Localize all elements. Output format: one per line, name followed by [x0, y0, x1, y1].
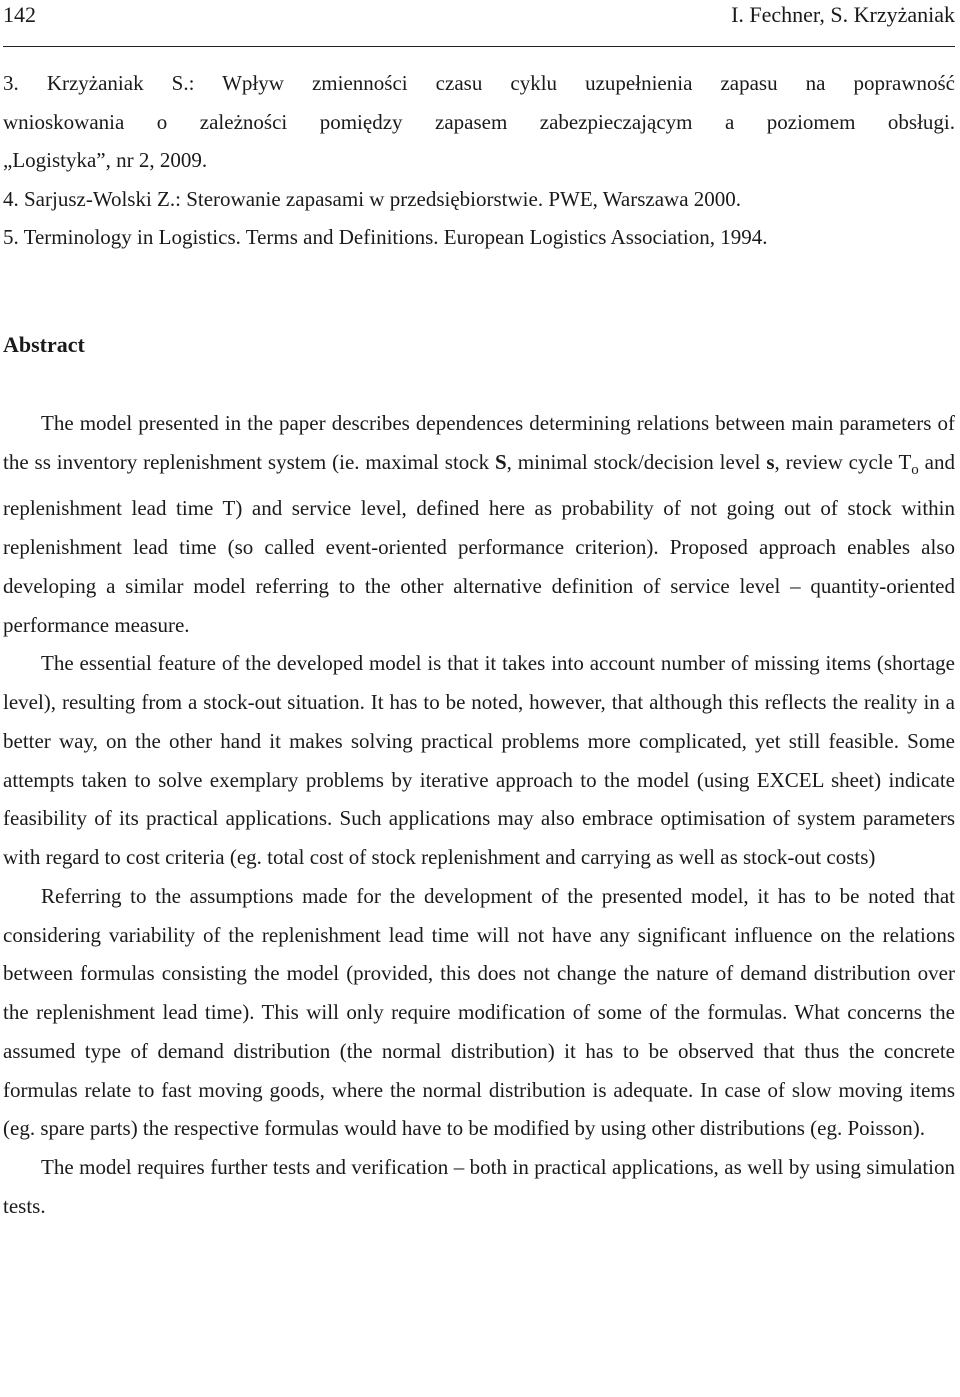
reference-5: 5. Terminology in Logistics. Terms and Definitions. European Logistics Association, 1994. — [3, 225, 768, 250]
abstract-heading: Abstract — [3, 331, 85, 357]
p1-text-a: The model presented in the paper describes dependences determining relations between main parameters of the ss inventory replenishment system (ie. maximal stock — [3, 410, 955, 474]
symbol-max-stock: S — [494, 449, 507, 474]
p1-text-d: and replenishment lead time T) and service level, defined here as probability of not going out of stock within replenishment lead time (so called event-oriented performance criterion). Proposed approach enables also developing a similar model referring to the other alternative definition of service level – quantity-oriented performance measure. — [3, 449, 955, 637]
abstract-paragraph-2: The essential feature of the developed model is that it takes into account number of missing items (shortage level), resulting from a stock-out situation. It has to be noted, however, that although this reflects the reality in a better way, on the other hand it makes solving practical problems more complicated, yet still feasible. Some attempts taken to solve exemplary problems by iterative approach to the model (using EXCEL sheet) indicate feasibility of its practical applications. Such applications may also embrace optimisation of system parameters with regard to cost criteria (eg. total cost of stock replenishment and carrying as well as stock-out costs) — [3, 651, 955, 870]
references-list — [3, 64, 955, 257]
page — [3, 0, 955, 1226]
abstract-paragraph-3: Referring to the assumptions made for the development of the presented model, it has to be noted that considering variability of the replenishment lead time will not have any significant influence on the relations between formulas consisting the model (provided, this does not change the nature of demand distribution over the replenishment lead time). This will only require modification of some of the formulas. What concerns the assumed type of demand distribution (the normal distribution) it has to be observed that thus the concrete formulas relate to fast moving goods, where the normal distribution is adequate. In case of slow moving items (eg. spare parts) the respective formulas would have to be modified by using other distributions (eg. Poisson). — [3, 883, 955, 1141]
header-authors: I. Fechner, S. Krzyżaniak — [731, 2, 955, 27]
running-header — [3, 0, 955, 47]
subscript-o: o — [911, 461, 919, 478]
reference-3-line-3: „Logistyka”, nr 2, 2009. — [3, 148, 208, 173]
page-number: 142 — [3, 2, 36, 27]
reference-4: 4. Sarjusz-Wolski Z.: Sterowanie zapasami w przedsiębiorstwie. PWE, Warszawa 2000. — [3, 186, 742, 211]
abstract-body — [3, 404, 955, 1226]
reference-3-line-2: wnioskowania o zależności pomiędzy zapasem zabezpieczającym a poziomem obsługi. — [3, 109, 955, 134]
p1-text-c: , review cycle T — [774, 449, 912, 474]
reference-3-line-1: 3. Krzyżaniak S.: Wpływ zmienności czasu cyklu uzupełnienia zapasu na poprawność — [3, 71, 955, 95]
abstract-paragraph-1 — [3, 404, 955, 645]
p1-text-b: , minimal stock/decision level — [506, 449, 767, 474]
symbol-decision-level: s — [766, 449, 775, 474]
abstract-paragraph-4: The model requires further tests and verification – both in practical applications, as well by using simulation tests. — [3, 1155, 955, 1218]
